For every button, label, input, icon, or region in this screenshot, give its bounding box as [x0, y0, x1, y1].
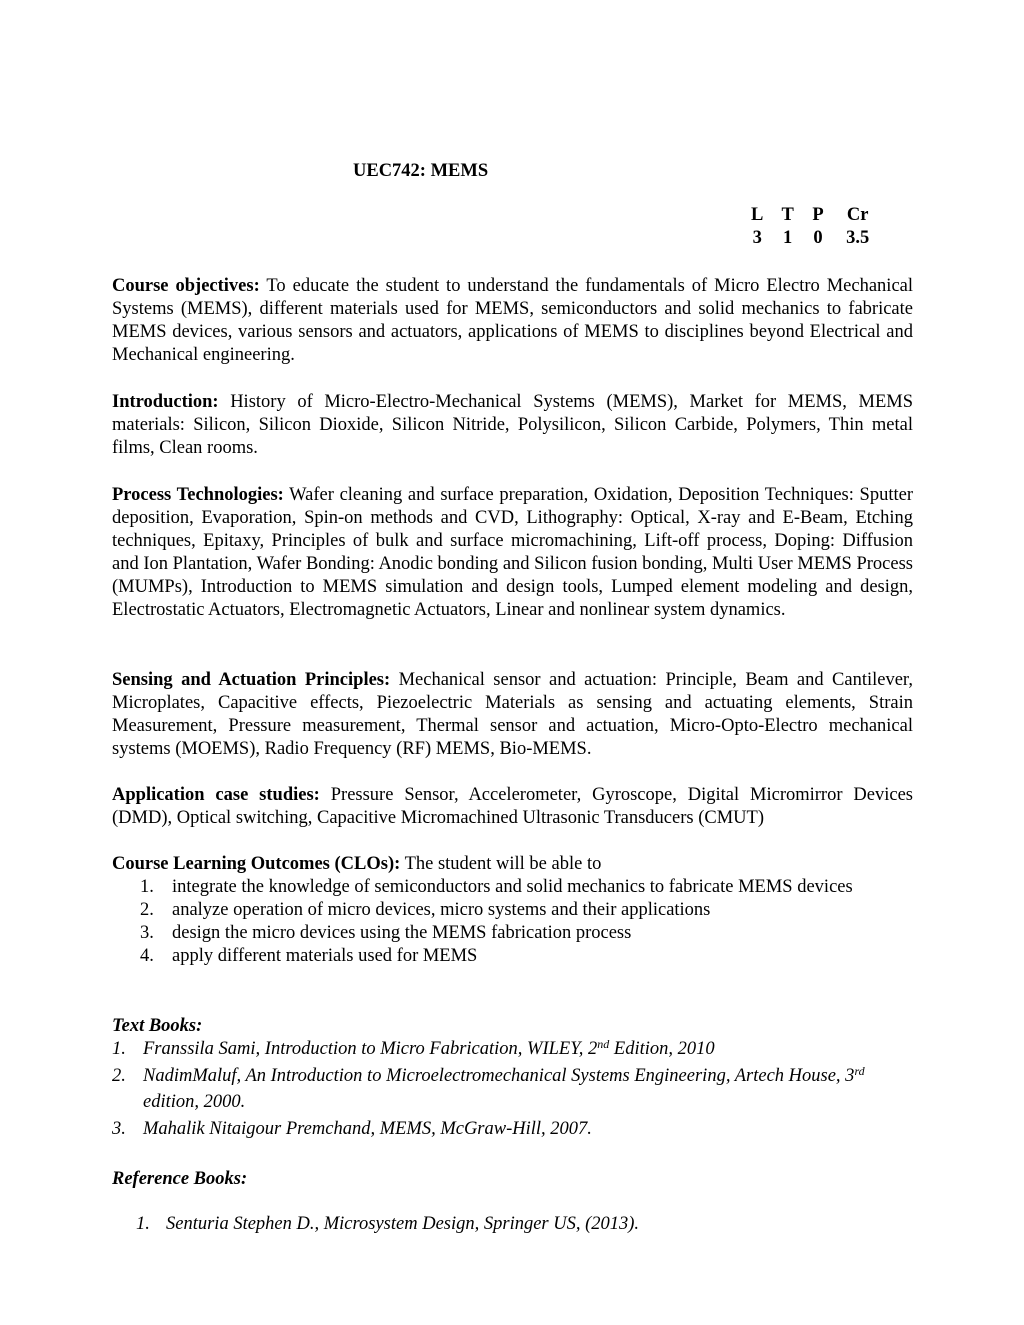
clo-heading: Course Learning Outcomes (CLOs):: [112, 854, 401, 874]
process-section: [112, 484, 913, 622]
list-number: 1.: [136, 1214, 150, 1234]
objectives-section: [112, 275, 913, 367]
process-text: Wafer cleaning and surface preparation, Oxidation, Deposition Techniques: Sputter deposition, Evaporation, Spin-on methods and CVD, Lithography: Optical, X-ray and E-Beam, Etching techniques, Epitaxy, Principles of bulk and surface micromachining, Lift-off process, Doping: Diffusion and Ion Plantation, Wafer Bonding: Anodic bonding and Silicon fusion bonding, Multi User MEMS Process (MUMPs), Introduction to MEMS simulation and design tools, Lumped element modeling and design, Electrostatic Actuators, Electromagnetic Actuators, Linear and nonlinear system dynamics.: [112, 485, 913, 620]
list-item: [136, 1213, 639, 1236]
book-text: Franssila Sami, Introduction to Micro Fabrication, WILEY, 2: [143, 1039, 598, 1059]
sensing-text: Mechanical sensor and actuation: Principle, Beam and Cantilever, Microplates, Capacitive effects, Piezoelectric Materials as sensing and actuating elements, Strain Measurement, Pressure measurement, Thermal sensor and actuation, Micro-Opto-Electro mechanical systems (MOEMS), Radio Frequency (RF) MEMS, Bio-MEMS.: [112, 670, 913, 759]
list-number: 3.: [112, 1118, 126, 1139]
list-text: integrate the knowledge of semiconductors and solid mechanics to fabricate MEMS devices: [172, 877, 853, 897]
credit-header-row: [742, 204, 882, 227]
introduction-section: [112, 391, 913, 460]
clo-section: [112, 853, 913, 876]
clo-intro: The student will be able to: [400, 854, 602, 874]
list-text: analyze operation of micro devices, micro systems and their applications: [172, 900, 711, 920]
book-text: Senturia Stephen D., Microsystem Design, Springer US, (2013).: [166, 1214, 640, 1234]
credit-header-cr: Cr: [846, 205, 869, 225]
list-number: 1.: [112, 1039, 126, 1059]
credit-header-l: L: [751, 205, 764, 225]
clo-list: [140, 876, 853, 968]
reference-books-list: [136, 1213, 639, 1236]
sensing-section: [112, 669, 913, 761]
sensing-heading: Sensing and Actuation Principles:: [112, 670, 391, 690]
list-number: 2.: [112, 1065, 126, 1086]
list-text: apply different materials used for MEMS: [172, 946, 478, 966]
text-books-heading: Text Books:: [112, 1016, 203, 1036]
list-number: 4.: [140, 946, 154, 966]
list-item: [112, 1116, 913, 1143]
list-item: [112, 1036, 913, 1063]
list-item: [140, 922, 853, 945]
book-text-end: edition, 2000.: [143, 1092, 246, 1112]
list-item: [140, 945, 853, 968]
list-item: [140, 876, 853, 899]
applications-section: [112, 784, 913, 830]
credit-value-l: 3: [752, 228, 762, 248]
list-number: 2.: [140, 900, 154, 920]
book-text-end: Edition, 2010: [609, 1039, 715, 1059]
credit-table: [742, 204, 882, 250]
credit-value-cr: 3.5: [846, 228, 870, 248]
introduction-heading: Introduction:: [112, 392, 219, 412]
credit-value-t: 1: [783, 228, 793, 248]
book-text: NadimMaluf, An Introduction to Microelectromechanical Systems Engineering, Artech House, 3: [143, 1065, 855, 1086]
objectives-text: To educate the student to understand the fundamentals of Micro Electro Mechanical Systems (MEMS), different materials used for MEMS, semiconductors and solid mechanics to fabricate MEMS devices, various sensors and actuators, applications of MEMS to disciplines beyond Electrical and Mechanical engineering.: [112, 276, 914, 365]
book-superscript: rd: [854, 1063, 865, 1078]
course-title: UEC742: MEMS: [353, 161, 489, 181]
list-number: 1.: [140, 877, 154, 897]
book-text: Mahalik Nitaigour Premchand, MEMS, McGraw-Hill, 2007.: [143, 1118, 592, 1139]
reference-books-heading: Reference Books:: [112, 1169, 248, 1189]
objectives-heading: Course objectives:: [112, 276, 260, 296]
process-heading: Process Technologies:: [112, 485, 284, 505]
applications-heading: Application case studies:: [112, 785, 320, 805]
text-books-list: [112, 1036, 913, 1142]
list-text: design the micro devices using the MEMS fabrication process: [172, 923, 632, 943]
credit-value-p: 0: [813, 228, 823, 248]
credit-header-t: T: [781, 205, 794, 225]
credit-header-p: P: [812, 205, 824, 225]
list-item: [140, 899, 853, 922]
book-superscript: nd: [597, 1037, 610, 1051]
list-number: 3.: [140, 923, 154, 943]
credit-value-row: [742, 227, 882, 250]
list-item: [112, 1063, 913, 1116]
introduction-text: History of Micro-Electro-Mechanical Systems (MEMS), Market for MEMS, MEMS materials: Silicon, Silicon Dioxide, Silicon Nitride, Polysilicon, Silicon Carbide, Polymers, Thin metal films, Clean rooms.: [112, 392, 913, 458]
applications-text: Pressure Sensor, Accelerometer, Gyroscope, Digital Micromirror Devices (DMD), Optical switching, Capacitive Micromachined Ultrasonic Transducers (CMUT): [112, 785, 913, 828]
